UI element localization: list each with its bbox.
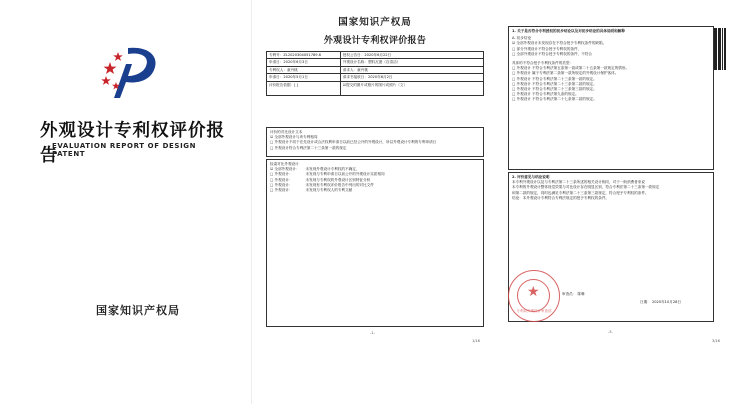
info-cell: ☑提交的图片或照片的图片或照片（文） [340,81,483,95]
page-number: -3- [608,330,613,334]
section-line: □ 外观设计： [270,188,293,193]
section-line: □ 外观设计： [270,177,293,182]
section-line: □ 外观设计 不符合专利法第二十七条第二款的规定。 [512,97,597,102]
info-cell: 外观设计名称：塑料瓦窗（自清洁） [340,59,483,66]
page-number: -1- [370,331,375,335]
info-cell: 授权公告日：2020年6月22日 [340,52,483,59]
examiner-label: 审查员： [562,292,577,296]
section-line: □ 外观设计 不符合专利法第二十三条第三款的规定。 [512,87,597,92]
section-line: □ 外观设计 不符合专利法第五条第一款或第二十五条第一款规定的情形。 [512,66,630,71]
section-line: □ 外观设计 属于专利法第二条第一款所规定的外观设计保护客体。 [512,71,619,76]
page-footer: 1/16 [472,339,480,343]
date-field [640,300,681,305]
page1-office: 国家知识产权局 [338,17,412,28]
section-note: 未发现与专利申请日以前公开的外观设计实质相同 [305,172,385,177]
info-cell: 请求人：童丹桃 [340,66,483,73]
cover-title: 外观设计专利权评价报告 [40,121,225,166]
date-label: 日期： [640,300,651,304]
report-cover [8,0,250,404]
section-note: 未发现与专利权人的专利文献 [305,188,353,193]
info-cell: 请求书接收日：2020年6月2日 [340,74,483,81]
section-line: □ 外观设计符合专利法第二十三条第一款的规定 [270,145,347,150]
section-heading: 检索对比外观设计 [270,162,299,166]
section-search-designs [266,159,484,327]
info-cell: 评价报告依据：[ ] [267,81,341,95]
section-line: □ 外观设计： [270,182,293,187]
section-heading: 2. 评价意见与结论说明 [512,175,550,179]
section-heading: A. 初步结论 [512,36,532,41]
section-line: □ 全部外观设计不符合授予专利权的条件，不符合 [512,51,593,56]
section-conclusion [508,26,714,170]
opinion-line: 本专利外观设计以及与专利法第二十三条所述的相关设计相同，对于一般消费者来说 [512,180,645,185]
cover-office-name: 国家知识产权局 [96,304,180,317]
report-page-3 [500,14,728,350]
cnipa-logo-icon [96,42,166,100]
section-note: 未发现外观设计专利权的不确定， [305,167,360,172]
barcode-right [714,28,726,70]
page-divider [251,0,252,404]
section-line: □ 外观设计 不符合专利法第九条的规定。 [512,92,579,97]
info-cell: 申请日：2020年6月3日 [267,59,341,66]
seal-star-icon: ★ [527,284,540,300]
page1-title: 外观设计专利权评价报告 [323,36,427,46]
section-line: □ 外观设计 不符合专利法第二十三条第二款的规定。 [512,81,597,86]
page-footer: 3/16 [712,339,720,343]
section-line: □ 部分外观设计不符合授予专利权的条件， [512,46,582,51]
patent-info-table [266,51,484,96]
section-line: □ 外观设计： [270,172,293,177]
section-heading: 评价的对比设计文本 [270,130,303,134]
info-cell: 专利号：ZL2020304051789.6 [267,52,341,59]
opinion-line: 结论：本外观设计专利符合专利法规定的授予专利权的条件。 [512,195,610,200]
section-heading: 具体的不符合授予专利权条件的类型： [512,61,574,66]
report-page-1 [262,0,488,346]
section-line: □ 外观设计不同于在先设计或合法权利申请日以前已经公开的外观设计，所以外观设计专利的专利申请日 [270,140,437,145]
seal-text: 专利局外观设计审查部 [516,309,552,313]
section-note: 未发现与专利权的外观设计区别特征分析 [305,177,371,182]
info-cell: 申请日：2020年5月1日 [267,74,341,81]
examiner-name: 陈琳 [577,292,585,296]
cover-title-english: EVALUATION REPORT OF DESIGN PATENT [52,142,197,158]
section-note: 未发现有专利权评价报告中列出的对比文件 [305,182,374,187]
section-line: ☑ 全部外观设计未发现存在不符合授予专利权条件的缺陷。 [512,41,607,46]
opinion-line: 本专利的外观设计整体视觉效果与对比设计存在明显区别，符合专利法第二十三条第一款规定 [512,185,660,190]
section-line: □ 外观设计 不符合专利法第二十三条第一款的规定。 [512,76,597,81]
section-comparison-text [266,127,484,157]
section-line: ☑ 全部外观设计： [270,167,300,172]
info-cell: 专利权人：童丹桃 [267,66,341,73]
section-line: ☑ 全部外观设计与该专利相同 [270,135,318,140]
report-date: 2020年10月28日 [651,300,682,304]
official-seal [508,270,560,322]
section-heading: 1. 关于是否符合专利授权的初步结论以及对初步结论的具体说明和解释 [512,29,625,33]
examiner-field [562,292,585,297]
opinion-line: 和第二款的规定，同时也满足专利法第二十三条第三款规定，符合授予专利权的条件。 [512,190,649,195]
